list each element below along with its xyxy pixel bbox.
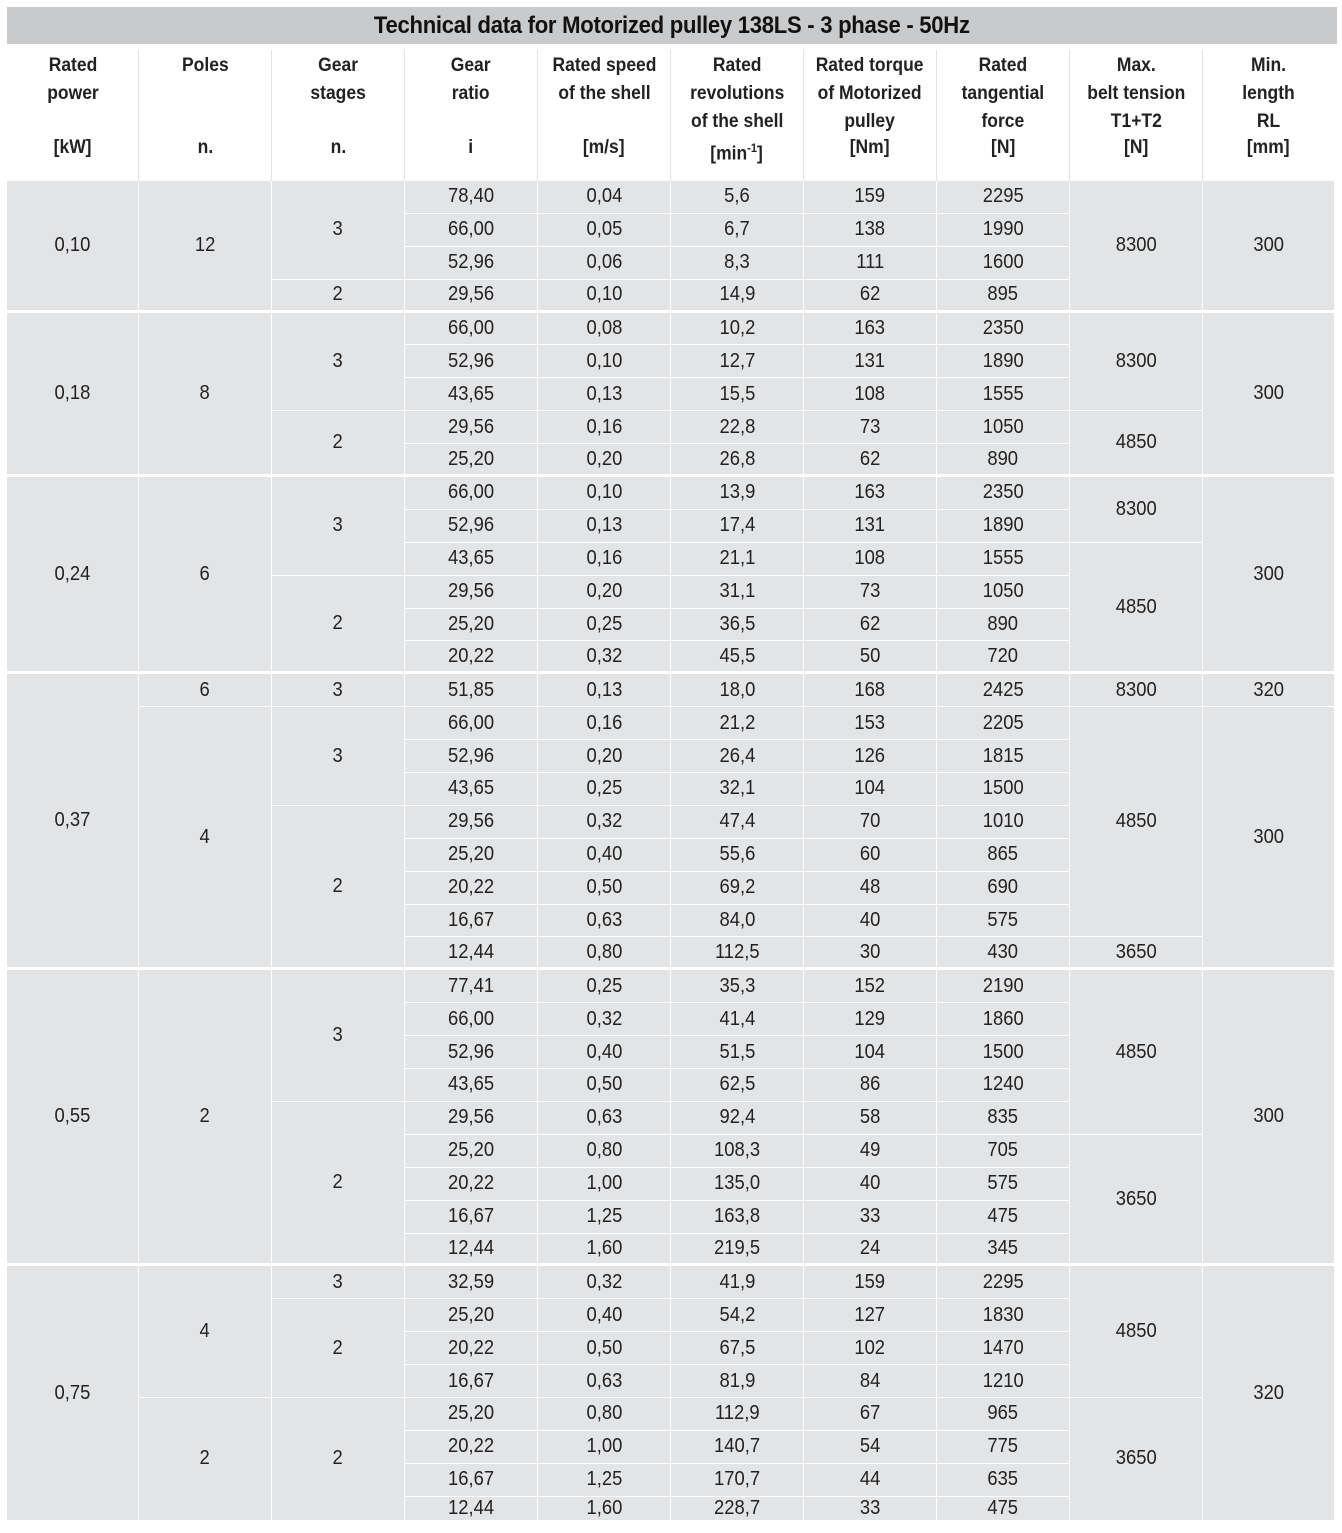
- rated-speed-cell: 0,16: [538, 707, 671, 740]
- header-label: Rated speed of the shell: [552, 55, 656, 104]
- rated-speed-cell: 0,40: [538, 839, 671, 872]
- belt-tension-cell: 3650: [1070, 937, 1203, 970]
- tangential-force-cell: 475: [937, 1497, 1070, 1523]
- rated-speed-cell: 0,80: [538, 1398, 671, 1431]
- gear-stages-cell: 3: [272, 313, 405, 412]
- tangential-force-cell: 1990: [937, 214, 1070, 247]
- tangential-force-cell: 895: [937, 280, 1070, 313]
- rated-torque-cell: 33: [804, 1497, 937, 1523]
- rated-torque-cell: 111: [804, 247, 937, 280]
- header-rated-speed: [538, 50, 671, 181]
- min-length-cell: 320: [1203, 1266, 1334, 1522]
- belt-tension-cell: 4850: [1070, 411, 1203, 477]
- gear-ratio-cell: 29,56: [405, 1102, 538, 1135]
- table-title-text: Technical data for Motorized pulley 138LS - 3 phase - 50Hz: [374, 11, 970, 39]
- rated-revolutions-cell: 51,5: [671, 1036, 804, 1069]
- gear-ratio-cell: 29,56: [405, 576, 538, 609]
- gear-stages-cell: 2: [272, 1299, 405, 1398]
- gear-stages-cell: 2: [272, 280, 405, 313]
- gear-stages-cell: 3: [272, 181, 405, 280]
- header-label: Rated power: [46, 55, 99, 104]
- gear-ratio-cell: 52,96: [405, 1036, 538, 1069]
- rated-speed-cell: 0,25: [538, 773, 671, 806]
- rated-revolutions-cell: 69,2: [671, 872, 804, 905]
- tangential-force-cell: 775: [937, 1431, 1070, 1464]
- gear-stages-cell: 2: [272, 576, 405, 675]
- tangential-force-cell: 1470: [937, 1332, 1070, 1365]
- gear-ratio-cell: 52,96: [405, 510, 538, 543]
- tangential-force-cell: 575: [937, 1168, 1070, 1201]
- rated-speed-cell: 0,32: [538, 806, 671, 839]
- rated-speed-cell: 0,20: [538, 576, 671, 609]
- gear-ratio-cell: 20,22: [405, 1431, 538, 1464]
- header-max-belt-tension: [1070, 50, 1203, 181]
- tangential-force-cell: 1050: [937, 411, 1070, 444]
- rated-revolutions-cell: 22,8: [671, 411, 804, 444]
- rated-revolutions-cell: 31,1: [671, 576, 804, 609]
- rated-speed-cell: 0,20: [538, 740, 671, 773]
- rated-speed-cell: 0,50: [538, 1332, 671, 1365]
- rated-revolutions-cell: 135,0: [671, 1168, 804, 1201]
- gear-ratio-cell: 12,44: [405, 1497, 538, 1523]
- gear-ratio-cell: 16,67: [405, 1464, 538, 1497]
- rated-torque-cell: 70: [804, 806, 937, 839]
- header-label: Rated revolutions of the shell: [689, 55, 785, 132]
- rated-revolutions-cell: 32,1: [671, 773, 804, 806]
- rated-power-cell: 0,55: [7, 970, 139, 1266]
- rated-revolutions-cell: 41,9: [671, 1266, 804, 1299]
- rated-revolutions-cell: 13,9: [671, 477, 804, 510]
- gear-ratio-cell: 20,22: [405, 641, 538, 674]
- rated-speed-cell: 0,63: [538, 1365, 671, 1398]
- belt-tension-cell: 4850: [1070, 543, 1203, 675]
- rated-torque-cell: 44: [804, 1464, 937, 1497]
- gear-ratio-cell: 20,22: [405, 1168, 538, 1201]
- tangential-force-cell: 1890: [937, 345, 1070, 378]
- rated-speed-cell: 1,60: [538, 1497, 671, 1523]
- rated-revolutions-cell: 21,1: [671, 543, 804, 576]
- gear-ratio-cell: 43,65: [405, 543, 538, 576]
- rated-speed-cell: 0,40: [538, 1036, 671, 1069]
- rated-revolutions-cell: 17,4: [671, 510, 804, 543]
- rated-revolutions-cell: 55,6: [671, 839, 804, 872]
- header-rated-power: [7, 50, 139, 181]
- rated-speed-cell: 0,80: [538, 1135, 671, 1168]
- rated-revolutions-cell: 10,2: [671, 313, 804, 346]
- header-unit: [N]: [1123, 137, 1149, 158]
- gear-ratio-cell: 52,96: [405, 345, 538, 378]
- rated-revolutions-cell: 92,4: [671, 1102, 804, 1135]
- tangential-force-cell: 1500: [937, 1036, 1070, 1069]
- rated-speed-cell: 1,60: [538, 1234, 671, 1267]
- poles-cell: 8: [139, 313, 272, 477]
- rated-torque-cell: 40: [804, 1168, 937, 1201]
- header-unit: n.: [330, 137, 346, 158]
- gear-stages-cell: 3: [272, 970, 405, 1102]
- rated-revolutions-cell: 8,3: [671, 247, 804, 280]
- gear-stages-cell: 2: [272, 1398, 405, 1523]
- belt-tension-cell: 4850: [1070, 970, 1203, 1134]
- rated-revolutions-cell: 41,4: [671, 1003, 804, 1036]
- rated-revolutions-cell: 228,7: [671, 1497, 804, 1523]
- rated-speed-cell: 0,05: [538, 214, 671, 247]
- gear-ratio-cell: 20,22: [405, 1332, 538, 1365]
- header-unit: [N]: [990, 137, 1016, 158]
- tangential-force-cell: 1600: [937, 247, 1070, 280]
- rated-torque-cell: 62: [804, 444, 937, 477]
- belt-tension-cell: 4850: [1070, 707, 1203, 937]
- rated-torque-cell: 24: [804, 1234, 937, 1267]
- min-length-cell: 300: [1203, 181, 1334, 313]
- gear-stages-cell: 2: [272, 806, 405, 970]
- rated-torque-cell: 126: [804, 740, 937, 773]
- header-tangential-force: [937, 50, 1070, 181]
- rated-revolutions-cell: 112,9: [671, 1398, 804, 1431]
- rated-revolutions-cell: 108,3: [671, 1135, 804, 1168]
- poles-cell: 2: [139, 1398, 272, 1523]
- rated-speed-cell: 0,50: [538, 872, 671, 905]
- tangential-force-cell: 2350: [937, 477, 1070, 510]
- gear-ratio-cell: 32,59: [405, 1266, 538, 1299]
- tangential-force-cell: 965: [937, 1398, 1070, 1431]
- gear-stages-cell: 3: [272, 1266, 405, 1299]
- tangential-force-cell: 1210: [937, 1365, 1070, 1398]
- gear-stages-cell: 3: [272, 477, 405, 576]
- rated-speed-cell: 0,80: [538, 937, 671, 970]
- tangential-force-cell: 2295: [937, 181, 1070, 214]
- header-label: Rated torque of Motorized pulley: [816, 55, 924, 132]
- gear-ratio-cell: 43,65: [405, 1069, 538, 1102]
- header-gear-ratio: [405, 50, 538, 181]
- header-poles: [139, 50, 272, 181]
- rated-speed-cell: 0,40: [538, 1299, 671, 1332]
- header-unit: i: [468, 137, 474, 158]
- rated-torque-cell: 58: [804, 1102, 937, 1135]
- gear-ratio-cell: 51,85: [405, 674, 538, 707]
- rated-speed-cell: 0,63: [538, 905, 671, 938]
- tangential-force-cell: 1240: [937, 1069, 1070, 1102]
- rated-torque-cell: 54: [804, 1431, 937, 1464]
- rated-revolutions-cell: 35,3: [671, 970, 804, 1003]
- header-gear-stages: [272, 50, 405, 181]
- rated-power-cell: 0,18: [7, 313, 139, 477]
- gear-ratio-cell: 52,96: [405, 740, 538, 773]
- belt-tension-cell: 8300: [1070, 313, 1203, 412]
- rated-power-cell: 0,10: [7, 181, 139, 313]
- rated-torque-cell: 102: [804, 1332, 937, 1365]
- gear-ratio-cell: 25,20: [405, 839, 538, 872]
- rated-revolutions-cell: 219,5: [671, 1234, 804, 1267]
- belt-tension-cell: 3650: [1070, 1135, 1203, 1267]
- rated-speed-cell: 0,08: [538, 313, 671, 346]
- rated-torque-cell: 86: [804, 1069, 937, 1102]
- tangential-force-cell: 1050: [937, 576, 1070, 609]
- tangential-force-cell: 430: [937, 937, 1070, 970]
- tangential-force-cell: 1010: [937, 806, 1070, 839]
- rated-torque-cell: 168: [804, 674, 937, 707]
- gear-ratio-cell: 66,00: [405, 214, 538, 247]
- rated-speed-cell: 0,04: [538, 181, 671, 214]
- rated-torque-cell: 60: [804, 839, 937, 872]
- min-length-cell: 300: [1203, 313, 1334, 477]
- gear-ratio-cell: 25,20: [405, 1398, 538, 1431]
- rated-speed-cell: 0,16: [538, 411, 671, 444]
- tangential-force-cell: 890: [937, 609, 1070, 642]
- tangential-force-cell: 635: [937, 1464, 1070, 1497]
- rated-speed-cell: 0,13: [538, 378, 671, 411]
- header-label: Min. length RL: [1242, 55, 1295, 132]
- rated-revolutions-cell: 170,7: [671, 1464, 804, 1497]
- rated-torque-cell: 67: [804, 1398, 937, 1431]
- rated-speed-cell: 1,00: [538, 1168, 671, 1201]
- rated-power-cell: 0,75: [7, 1266, 139, 1522]
- rated-torque-cell: 62: [804, 609, 937, 642]
- tangential-force-cell: 1815: [937, 740, 1070, 773]
- tangential-force-cell: 705: [937, 1135, 1070, 1168]
- rated-torque-cell: 127: [804, 1299, 937, 1332]
- rated-torque-cell: 49: [804, 1135, 937, 1168]
- rated-speed-cell: 0,20: [538, 444, 671, 477]
- rated-torque-cell: 33: [804, 1201, 937, 1234]
- rated-speed-cell: 1,25: [538, 1201, 671, 1234]
- rated-revolutions-cell: 45,5: [671, 641, 804, 674]
- rated-speed-cell: 0,16: [538, 543, 671, 576]
- rated-revolutions-cell: 14,9: [671, 280, 804, 313]
- rated-speed-cell: 0,13: [538, 674, 671, 707]
- rated-revolutions-cell: 26,8: [671, 444, 804, 477]
- rated-speed-cell: 0,50: [538, 1069, 671, 1102]
- header-unit: [Nm]: [850, 137, 890, 158]
- rated-revolutions-cell: 47,4: [671, 806, 804, 839]
- rated-power-cell: 0,24: [7, 477, 139, 674]
- rated-torque-cell: 108: [804, 543, 937, 576]
- gear-stages-cell: 3: [272, 674, 405, 707]
- tangential-force-cell: 1890: [937, 510, 1070, 543]
- poles-cell: 2: [139, 970, 272, 1266]
- tangential-force-cell: 1830: [937, 1299, 1070, 1332]
- header-unit: [mm]: [1247, 137, 1290, 158]
- gear-ratio-cell: 66,00: [405, 707, 538, 740]
- rated-revolutions-cell: 163,8: [671, 1201, 804, 1234]
- rated-torque-cell: 48: [804, 872, 937, 905]
- tangential-force-cell: 345: [937, 1234, 1070, 1267]
- gear-ratio-cell: 16,67: [405, 1365, 538, 1398]
- rated-revolutions-cell: 6,7: [671, 214, 804, 247]
- rated-speed-cell: 0,32: [538, 1003, 671, 1036]
- rated-torque-cell: 40: [804, 905, 937, 938]
- rated-torque-cell: 129: [804, 1003, 937, 1036]
- rated-torque-cell: 62: [804, 280, 937, 313]
- header-rated-revolutions: [671, 50, 804, 181]
- rated-speed-cell: 0,10: [538, 280, 671, 313]
- rated-torque-cell: 131: [804, 510, 937, 543]
- belt-tension-cell: 8300: [1070, 674, 1203, 707]
- min-length-cell: 300: [1203, 970, 1334, 1266]
- rated-revolutions-cell: 5,6: [671, 181, 804, 214]
- rated-revolutions-cell: 140,7: [671, 1431, 804, 1464]
- table-title: [7, 7, 1337, 44]
- tangential-force-cell: 2425: [937, 674, 1070, 707]
- belt-tension-cell: 4850: [1070, 1266, 1203, 1398]
- tangential-force-cell: 865: [937, 839, 1070, 872]
- rated-revolutions-cell: 54,2: [671, 1299, 804, 1332]
- gear-ratio-cell: 29,56: [405, 411, 538, 444]
- gear-ratio-cell: 52,96: [405, 247, 538, 280]
- header-label: Gear stages: [310, 55, 366, 104]
- rated-torque-cell: 163: [804, 477, 937, 510]
- gear-stages-cell: 3: [272, 707, 405, 806]
- tangential-force-cell: 690: [937, 872, 1070, 905]
- rated-revolutions-cell: 112,5: [671, 937, 804, 970]
- gear-ratio-cell: 25,20: [405, 1135, 538, 1168]
- header-min-length: [1203, 50, 1334, 181]
- min-length-cell: 300: [1203, 477, 1334, 674]
- rated-speed-cell: 0,25: [538, 970, 671, 1003]
- rated-revolutions-cell: 67,5: [671, 1332, 804, 1365]
- rated-torque-cell: 159: [804, 181, 937, 214]
- header-unit: n.: [197, 137, 213, 158]
- belt-tension-cell: 8300: [1070, 181, 1203, 313]
- rated-speed-cell: 0,06: [538, 247, 671, 280]
- rated-torque-cell: 30: [804, 937, 937, 970]
- gear-ratio-cell: 25,20: [405, 609, 538, 642]
- gear-ratio-cell: 77,41: [405, 970, 538, 1003]
- tangential-force-cell: 720: [937, 641, 1070, 674]
- header-label: Rated tangential force: [961, 55, 1045, 132]
- rated-torque-cell: 104: [804, 1036, 937, 1069]
- rated-speed-cell: 0,63: [538, 1102, 671, 1135]
- tangential-force-cell: 835: [937, 1102, 1070, 1135]
- gear-stages-cell: 2: [272, 411, 405, 477]
- rated-torque-cell: 153: [804, 707, 937, 740]
- tangential-force-cell: 575: [937, 905, 1070, 938]
- rated-revolutions-cell: 12,7: [671, 345, 804, 378]
- gear-ratio-cell: 66,00: [405, 477, 538, 510]
- gear-ratio-cell: 29,56: [405, 280, 538, 313]
- tangential-force-cell: 2190: [937, 970, 1070, 1003]
- rated-torque-cell: 108: [804, 378, 937, 411]
- tangential-force-cell: 475: [937, 1201, 1070, 1234]
- poles-cell: 6: [139, 477, 272, 674]
- rated-speed-cell: 0,32: [538, 641, 671, 674]
- gear-ratio-cell: 12,44: [405, 937, 538, 970]
- rated-revolutions-cell: 36,5: [671, 609, 804, 642]
- rated-revolutions-cell: 62,5: [671, 1069, 804, 1102]
- tangential-force-cell: 1500: [937, 773, 1070, 806]
- header-label: Poles: [181, 55, 229, 76]
- rated-torque-cell: 73: [804, 576, 937, 609]
- gear-ratio-cell: 25,20: [405, 444, 538, 477]
- rated-speed-cell: 1,00: [538, 1431, 671, 1464]
- gear-ratio-cell: 78,40: [405, 181, 538, 214]
- rated-speed-cell: 0,25: [538, 609, 671, 642]
- tangential-force-cell: 1555: [937, 543, 1070, 576]
- belt-tension-cell: 8300: [1070, 477, 1203, 543]
- poles-cell: 4: [139, 707, 272, 970]
- gear-ratio-cell: 66,00: [405, 1003, 538, 1036]
- gear-ratio-cell: 25,20: [405, 1299, 538, 1332]
- gear-ratio-cell: 16,67: [405, 905, 538, 938]
- rated-revolutions-cell: 15,5: [671, 378, 804, 411]
- gear-ratio-cell: 43,65: [405, 378, 538, 411]
- header-unit: $[\min^{-1}]$: [710, 141, 764, 165]
- gear-ratio-cell: 66,00: [405, 313, 538, 346]
- tangential-force-cell: 890: [937, 444, 1070, 477]
- rated-torque-cell: 152: [804, 970, 937, 1003]
- tangential-force-cell: 2350: [937, 313, 1070, 346]
- rated-torque-cell: 131: [804, 345, 937, 378]
- rated-torque-cell: 104: [804, 773, 937, 806]
- rated-speed-cell: 0,10: [538, 477, 671, 510]
- tangential-force-cell: 2205: [937, 707, 1070, 740]
- rated-torque-cell: 138: [804, 214, 937, 247]
- technical-data-table: [7, 50, 1334, 1523]
- header-unit: [kW]: [53, 137, 92, 158]
- rated-torque-cell: 84: [804, 1365, 937, 1398]
- rated-revolutions-cell: 84,0: [671, 905, 804, 938]
- rated-speed-cell: 0,13: [538, 510, 671, 543]
- rated-speed-cell: 0,10: [538, 345, 671, 378]
- belt-tension-cell: 3650: [1070, 1398, 1203, 1523]
- gear-ratio-cell: 12,44: [405, 1234, 538, 1267]
- poles-cell: 12: [139, 181, 272, 313]
- rated-revolutions-cell: 26,4: [671, 740, 804, 773]
- rated-torque-cell: 50: [804, 641, 937, 674]
- tangential-force-cell: 2295: [937, 1266, 1070, 1299]
- poles-cell: 4: [139, 1266, 272, 1398]
- rated-revolutions-cell: 18,0: [671, 674, 804, 707]
- poles-cell: 6: [139, 674, 272, 707]
- rated-speed-cell: 0,32: [538, 1266, 671, 1299]
- tangential-force-cell: 1555: [937, 378, 1070, 411]
- header-rated-torque: [804, 50, 937, 181]
- rated-torque-cell: 159: [804, 1266, 937, 1299]
- header-label: Max. belt tension T1+T2: [1086, 55, 1186, 132]
- rated-revolutions-cell: 81,9: [671, 1365, 804, 1398]
- gear-ratio-cell: 20,22: [405, 872, 538, 905]
- min-length-cell: 320: [1203, 674, 1334, 707]
- header-label: Gear ratio: [451, 55, 491, 104]
- gear-stages-cell: 2: [272, 1102, 405, 1266]
- tangential-force-cell: 1860: [937, 1003, 1070, 1036]
- rated-revolutions-cell: 21,2: [671, 707, 804, 740]
- gear-ratio-cell: 43,65: [405, 773, 538, 806]
- rated-torque-cell: 73: [804, 411, 937, 444]
- rated-speed-cell: 1,25: [538, 1464, 671, 1497]
- gear-ratio-cell: 29,56: [405, 806, 538, 839]
- rated-power-cell: 0,37: [7, 674, 139, 970]
- header-unit: [m/s]: [583, 137, 625, 158]
- min-length-cell: 300: [1203, 707, 1334, 970]
- gear-ratio-cell: 16,67: [405, 1201, 538, 1234]
- rated-torque-cell: 163: [804, 313, 937, 346]
